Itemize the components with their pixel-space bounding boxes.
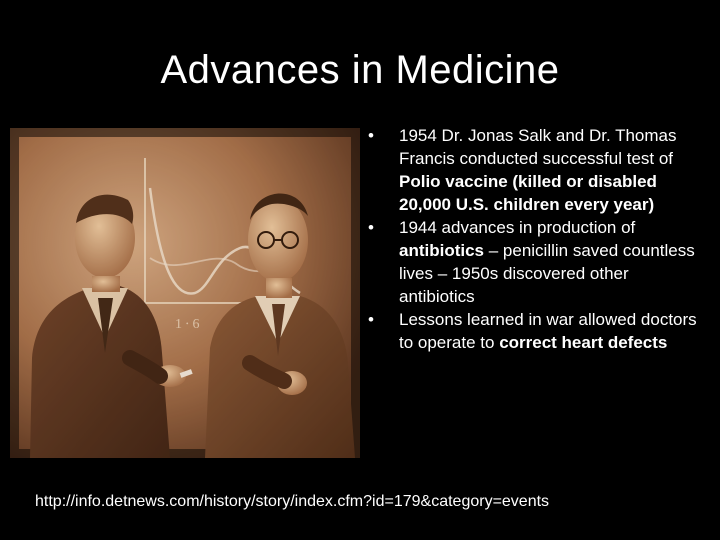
bullet-item-heart-defects xyxy=(368,308,698,354)
svg-text:1 ∙ 6: 1 ∙ 6 xyxy=(175,317,200,332)
source-url: http://info.detnews.com/history/story/index.cfm?id=179&category=events xyxy=(35,493,550,510)
bullet-text: 1944 advances in production of xyxy=(399,218,636,237)
bullet-text: – penicillin saved countless lives – 1950s discovered other antibiotics xyxy=(399,241,695,306)
slide-title: Advances in Medicine xyxy=(160,48,560,92)
bullet-item-antibiotics xyxy=(368,216,698,308)
bullet-dot: • xyxy=(368,310,374,329)
bullet-text: Lessons learned in war allowed doctors to operate to xyxy=(399,310,697,352)
bullet-item-polio xyxy=(368,124,698,216)
bullet-list xyxy=(368,124,698,354)
bullet-text-bold: antibiotics xyxy=(399,241,485,260)
historical-photo-salk-francis xyxy=(10,128,360,458)
bullet-text-bold: Polio vaccine (killed or disabled 20,000 U.S. children every year) xyxy=(399,172,657,214)
bullet-dot: • xyxy=(368,126,374,145)
bullet-dot: • xyxy=(368,218,374,237)
bullet-text: 1954 Dr. Jonas Salk and Dr. Thomas Francis conducted successful test of xyxy=(399,126,677,168)
bullet-text-bold: correct heart defects xyxy=(499,333,668,352)
